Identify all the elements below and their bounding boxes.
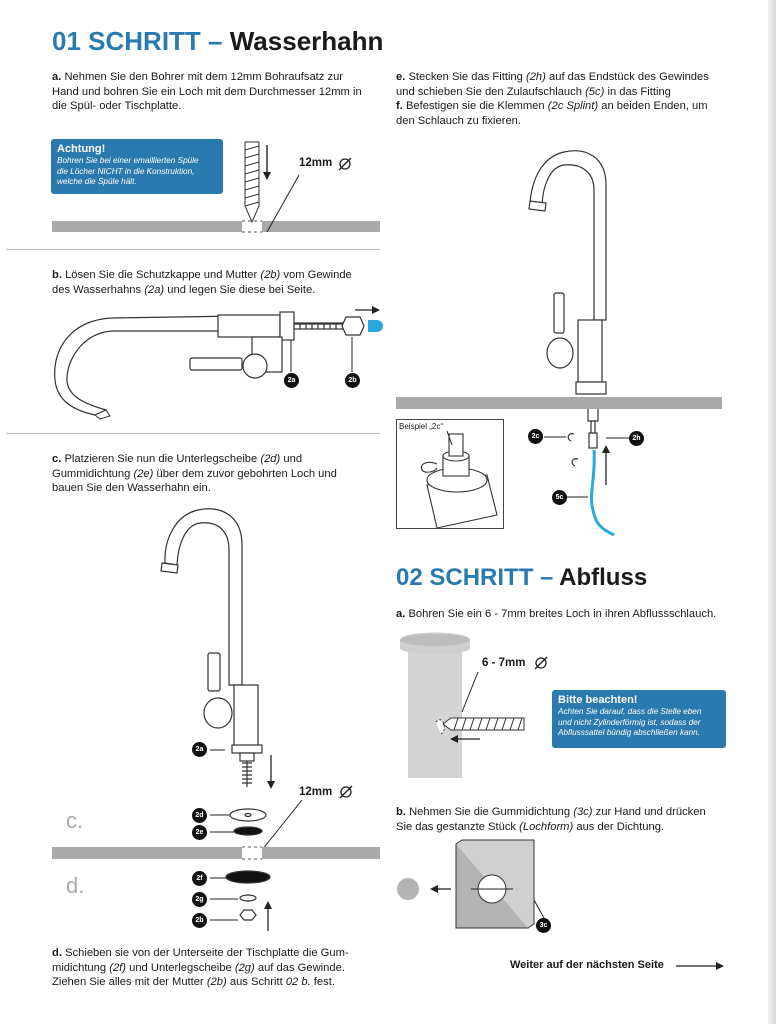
instruction-a-line1: Nehmen Sie den Bohrer mit dem 12mm Bohraufsatz zur (64, 71, 344, 83)
instruction-c-ref1: (2d) (260, 453, 281, 465)
step2-heading (396, 564, 647, 592)
instruction-a-line2: Hand und bohren Sie ein Loch mit dem Durchmesser 12mm in (52, 85, 362, 98)
achtung-title: Achtung! (57, 143, 106, 155)
badge-2b-d: 2b (192, 913, 207, 928)
stage-label-d: d. (66, 873, 85, 898)
step1-title: Wasserhahn (229, 26, 384, 56)
section-divider-b (6, 433, 380, 434)
instruction-s2a-text: Bohren Sie ein 6 - 7mm breites Loch in ihren Abflussschlauch. (408, 608, 717, 620)
instruction-s2b-letter: b. (396, 806, 406, 818)
instruction-f-line2: den Schlauch zu fixieren. (396, 114, 522, 127)
instruction-s2a (396, 607, 736, 622)
countertop-c (52, 845, 382, 861)
faucet-vertical-illustration (150, 505, 390, 935)
example-inset (396, 419, 504, 529)
instruction-s2b-line2a: Sie das gestanzte Stück (396, 820, 520, 833)
fitting-closeup-drawing (397, 420, 503, 528)
instruction-c-part1: Platzieren Sie nun die Unterlegscheibe (64, 453, 261, 465)
instruction-f-letter: f. (396, 100, 403, 113)
instruction-s2a-letter: a. (396, 608, 406, 620)
instruction-d-ref4: 02 b. (285, 976, 311, 989)
instruction-a-letter: a. (52, 71, 62, 83)
badge-2f: 2f (192, 871, 207, 886)
stage-label-c: c. (66, 808, 84, 833)
bitte-body (552, 706, 726, 744)
instruction-b-line2a: des Wasserhahns (52, 283, 145, 296)
step1-heading (52, 26, 383, 57)
badge-5c: 5c (552, 490, 567, 505)
instruction-f-line1a: Befestigen sie die Klemmen (405, 100, 548, 113)
instruction-b-part1: Lösen Sie die Schutzkappe und Mutter (65, 269, 261, 281)
section-divider-a (6, 249, 380, 250)
instruction-s2b-ref2: (Lochform) (519, 820, 574, 833)
instruction-a-line3: die Spül- oder Tischplatte. (52, 100, 182, 113)
page-edge-shadow (768, 0, 776, 1024)
step2-number: 02 SCHRITT (396, 564, 534, 591)
instruction-c-line3: bauen Sie den Wasserhahn ein. (52, 482, 211, 495)
instruction-d-line3c: fest. (310, 976, 335, 989)
instruction-s2b-ref1: (3c) (573, 806, 593, 818)
badge-2e: 2e (192, 825, 207, 840)
instruction-d-line2c: auf das Gewinde. (254, 961, 345, 974)
instruction-d-letter: d. (52, 947, 62, 959)
instruction-c-line2a: Gummidichtung (52, 467, 134, 480)
faucet-horizontal-illustration (50, 300, 390, 425)
bitte-line3: Abflusssattel bündig abschließen kann. (558, 728, 701, 737)
instruction-e-line1a: Stecken Sie das Fitting (408, 71, 526, 83)
instruction-e-letter: e. (396, 71, 406, 83)
step2-dash: – (533, 564, 560, 591)
instruction-b (52, 268, 382, 297)
instruction-d-ref3: (2b) (206, 976, 227, 989)
instruction-b-part2: vom Gewinde (280, 269, 352, 281)
drill-illustration-a (52, 140, 382, 235)
instruction-b-ref1: (2b) (260, 269, 281, 281)
instruction-e-ref1: (2h) (525, 71, 546, 83)
badge-2a-c: 2a (192, 742, 207, 757)
drill-size-label-s2: 6 - 7mm (482, 657, 526, 669)
drain-pipe-illustration (396, 630, 556, 780)
instruction-b-letter: b. (52, 269, 62, 281)
instruction-s2b-line1b: zur Hand und drücken (592, 806, 706, 818)
bitte-title: Bitte beachten! (558, 694, 638, 706)
achtung-line3: welche die Spüle hält. (57, 177, 137, 186)
bitte-line1: Achten Sie darauf, dass die Stelle eben (558, 707, 702, 716)
badge-2g: 2g (192, 892, 207, 907)
instruction-e-line1b: auf das Endstück des Gewindes (545, 71, 709, 83)
instruction-d-line2b: und Unterlegscheibe (126, 961, 235, 974)
instruction-e-line2a: und schieben Sie den Zulaufschlauch (396, 85, 586, 98)
badge-2h: 2h (629, 431, 644, 446)
drill-size-label-a: 12mm (299, 157, 333, 169)
instruction-f-ref1: (2c Splint) (547, 100, 599, 113)
step1-dash: – (200, 26, 230, 56)
instruction-d-line3b: aus Schritt (226, 976, 286, 989)
instruction-e-f (396, 70, 736, 128)
example-inset-label: Beispiel „2c“ (399, 422, 444, 431)
drill-size-label-c: 12mm (299, 786, 333, 798)
instruction-s2b-line2b: aus der Dichtung. (573, 820, 665, 833)
step2-title: Abfluss (559, 564, 648, 591)
instruction-d-ref2: (2g) (234, 961, 255, 974)
next-page-arrow-icon (676, 961, 726, 971)
instruction-b-line2b: und legen Sie diese bei Seite. (164, 283, 316, 296)
instruction-c-ref2: (2e) (133, 467, 154, 480)
achtung-line2: die Löcher NICHT in die Konstruktion, (57, 166, 195, 176)
step1-number: 01 SCHRITT (52, 26, 201, 56)
instruction-e-line2b: in das Fitting (604, 85, 671, 98)
instruction-e-ref2: (5c) (585, 85, 605, 98)
instruction-d-line2a: midichtung (52, 961, 110, 974)
instruction-c-part2: und (280, 453, 303, 465)
instruction-s2b-line1a: Nehmen Sie die Gummidichtung (409, 806, 574, 818)
instruction-d-line1: Schieben sie von der Unterseite der Tischplatte die Gum- (65, 947, 349, 959)
badge-2c: 2c (528, 429, 543, 444)
instruction-c (52, 452, 382, 496)
instruction-c-letter: c. (52, 453, 62, 465)
bitte-beachten-callout (552, 690, 726, 748)
next-page-label: Weiter auf der nächsten Seite (510, 959, 664, 971)
instruction-d-line3a: Ziehen Sie alles mit der Mutter (52, 976, 207, 989)
instruction-a (52, 70, 382, 114)
bitte-line2: und nicht Zylinderförmig ist, sodass der (558, 717, 701, 727)
instruction-d (52, 946, 382, 990)
badge-3c: 3c (536, 918, 551, 933)
achtung-line1: Bohren Sie bei einer emaillierten Spüle (57, 156, 199, 165)
instruction-f-line1b: an beiden Enden, um (598, 100, 708, 113)
badge-2b-b: 2b (345, 373, 360, 388)
badge-2a-b: 2a (284, 373, 299, 388)
instruction-b-ref2: (2a) (144, 283, 165, 296)
instruction-s2b (396, 805, 736, 834)
badge-2d: 2d (192, 808, 207, 823)
instruction-c-line2b: über dem zuvor gebohrten Loch und (153, 467, 337, 480)
instruction-d-ref1: (2f) (109, 961, 126, 974)
